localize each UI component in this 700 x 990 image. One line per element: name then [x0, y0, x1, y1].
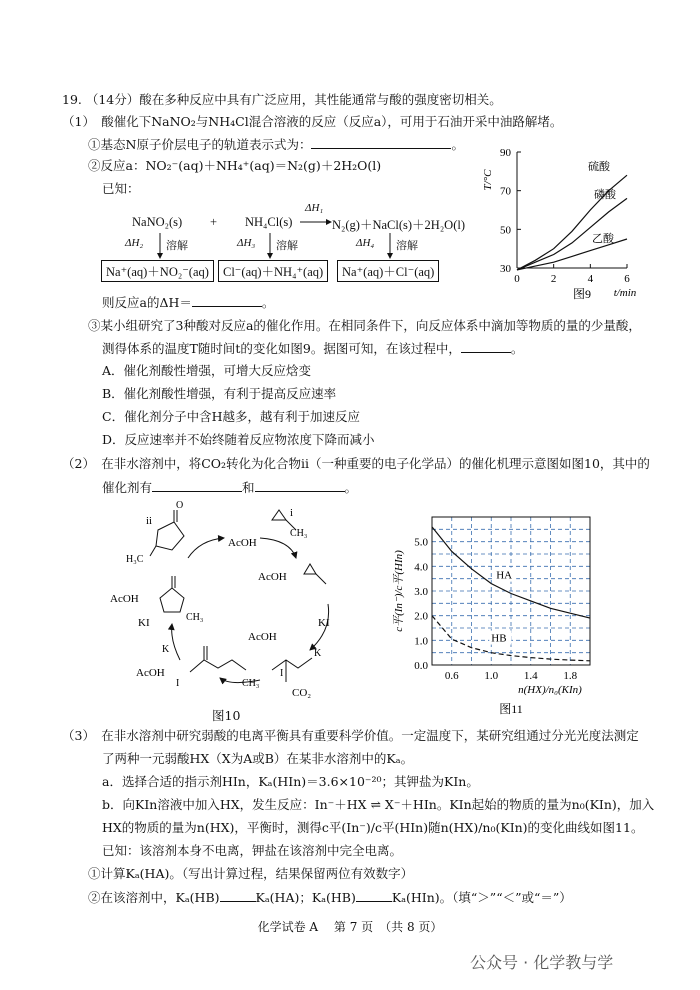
- known-label: 已知：: [102, 181, 140, 196]
- fig9-xlabel: t/min: [613, 287, 637, 299]
- fig11-xtick-label: 1.0: [484, 670, 499, 682]
- part1-dh: [102, 294, 274, 311]
- answer-blank-choice[interactable]: [461, 340, 511, 353]
- part1-item2: ②反应a：NO₂⁻(aq)＋NH₄⁺(aq)＝N₂(g)＋2H₂O(l): [88, 158, 382, 173]
- label-i-bottom: I: [176, 678, 180, 689]
- part1-intro: （1） 酸催化下NaNO₂与NH₄Cl混合溶液的反应（反应a），可用于石油开采中油路解堵。: [62, 114, 563, 129]
- fig11-ylabel: c平(In⁻)/c平(HIn): [393, 550, 405, 632]
- label-ch3-bottom: CH₃: [242, 678, 260, 689]
- dissolve-label-2: 溶解: [276, 240, 298, 252]
- fig11-series-label: HB: [491, 632, 507, 645]
- part1-item3b: [102, 340, 523, 357]
- fig9-ytick-label: 30: [500, 263, 511, 275]
- fig11-ytick-label: 5.0: [414, 536, 428, 549]
- fig9-series-label: 硫酸: [588, 161, 610, 173]
- label-acoh-lower: AcOH: [248, 631, 277, 643]
- option-d[interactable]: D．反应速率并不始终随着反应物浓度下降而减小: [102, 432, 375, 447]
- answer-blank-compare-2[interactable]: [356, 889, 392, 902]
- fig11-xtick-label: 0.6: [444, 670, 459, 682]
- fig11-xlabel: n(HX)/n₀(KIn): [518, 684, 582, 696]
- part3-item-a: a．选择合适的指示剂HIn，Kₐ(HIn)＝3.6×10⁻²⁰；其钾盐为KIn。: [102, 774, 479, 789]
- option-a[interactable]: A．催化剂酸性增强，可增大反应焓变: [102, 363, 312, 378]
- fig9-ytick-label: 90: [500, 147, 511, 159]
- part3-line2: 了两种一元弱酸HX（X为A或B）在某非水溶剂中的Kₐ。: [102, 751, 414, 766]
- part3-known: 已知：该溶剂本身不电离，钾盐在该溶剂中完全电离。: [102, 843, 403, 858]
- fig9-caption: 图9: [572, 287, 592, 301]
- compound-ii-ring: [156, 522, 184, 550]
- dh3-label: ΔH₃: [237, 237, 256, 249]
- part2-text-2: 和: [242, 480, 255, 495]
- option-c[interactable]: C．催化剂分子中含H越多，越有利于加速反应: [102, 409, 360, 424]
- part2-intro: （2） 在非水溶剂中，将CO₂转化为化合物ii（一种重要的电子化学品）的催化机理示意图如图10，其中的: [62, 456, 650, 471]
- figure-11-chart: [390, 505, 610, 720]
- part1-dh-text: 则反应a的ΔH＝: [102, 295, 192, 310]
- label-ki-left: KI: [138, 617, 150, 629]
- plus-sign: +: [210, 215, 218, 229]
- fig11-caption: 图11: [499, 702, 523, 716]
- answer-blank-catalyst-2[interactable]: [255, 479, 345, 492]
- part1-item1-text: ①基态N原子价层电子的轨道表示式为：: [88, 137, 312, 152]
- period: 。: [510, 341, 524, 356]
- figure-10-mechanism: [100, 500, 370, 705]
- fig9-ytick-label: 70: [500, 185, 511, 198]
- dissolve-label-3: 溶解: [396, 240, 418, 252]
- figure-9-chart: [475, 140, 645, 310]
- answer-blank-catalyst-1[interactable]: [152, 479, 242, 492]
- box-cl-nh4: Cl⁻(aq)＋NH₄⁺(aq): [218, 260, 328, 282]
- question-header: 19. （14分）酸在多种反应中具有广泛应用，其性能通常与酸的强度密切相关。: [62, 92, 502, 107]
- part3-q2-text-1: ②在该溶剂中，Kₐ(HB): [88, 890, 220, 905]
- fig11-ytick-label: 4.0: [414, 561, 428, 574]
- box-na-no2: Na⁺(aq)＋NO₂⁻(aq): [101, 260, 214, 282]
- label-acoh-right: AcOH: [258, 571, 287, 583]
- part3-q2: [88, 889, 572, 906]
- dh2-label: ΔH₂: [125, 237, 144, 249]
- dissolve-label-1: 溶解: [166, 240, 188, 252]
- fig9-xtick-label: 6: [624, 273, 630, 285]
- page-footer: 化学试卷 A 第 7 页 （共 8 页）: [257, 920, 443, 934]
- fig9-xtick-label: 4: [587, 273, 594, 285]
- watermark: 公众号 · 化学教与学: [470, 953, 614, 972]
- label-o: O: [176, 500, 184, 511]
- nh4cl-label: NH₄Cl(s): [245, 215, 293, 229]
- fig9-ytick-label: 50: [500, 224, 511, 237]
- fig9-xtick-label: 2: [550, 273, 557, 285]
- compound-i-ring: [272, 510, 286, 520]
- label-ch3: CH₃: [290, 528, 308, 539]
- period: 。: [261, 295, 275, 310]
- part3-q1: ①计算Kₐ(HA)。（写出计算过程，结果保留两位有效数字）: [88, 866, 414, 881]
- part2-blanks: [102, 479, 357, 496]
- fig11-ytick-label: 3.0: [414, 586, 428, 598]
- fig11-ytick-label: 2.0: [414, 610, 428, 623]
- fig9-series-label: 乙酸: [592, 233, 614, 245]
- label-ch3-left: CH₃: [186, 612, 204, 623]
- label-ii: ii: [146, 515, 153, 527]
- label-i: i: [290, 507, 294, 519]
- fig11-series-label: HA: [496, 569, 513, 582]
- box-na-cl: Na⁺(aq)＋Cl⁻(aq): [337, 260, 439, 282]
- part3-q2-text-2: Kₐ(HA)；Kₐ(HB): [255, 890, 356, 905]
- fig11-xtick-label: 1.8: [563, 670, 578, 682]
- label-ki-right: KI: [318, 617, 330, 629]
- fig11-xtick-label: 1.4: [523, 670, 538, 682]
- fig11-ytick-label: 1.0: [414, 635, 428, 648]
- label-acoh-bottom: AcOH: [136, 667, 165, 679]
- fig9-ylabel: T/°C: [482, 169, 494, 191]
- part3-item-b1: b．向KIn溶液中加入HX，发生反应：In⁻＋HX ⇌ X⁻＋HIn。KIn起始的物质的量为n₀(KIn)，加入: [102, 797, 655, 812]
- part1-item3a: ③某小组研究了3种酸对反应a的催化作用。在相同条件下，向反应体系中滴加等物质的量的少量酸，: [88, 318, 641, 333]
- part3-item-b2: HX的物质的量为n(HX)，平衡时，测得c平(In⁻)/c平(HIn)随n(HX)/n₀(KIn)的变化曲线如图11。: [102, 820, 644, 835]
- part2-text-1: 催化剂有: [102, 480, 153, 495]
- part1-item3b-text: 测得体系的温度T随时间t的变化如图9。据图可知，在该过程中，: [102, 341, 461, 356]
- fig9-series-label: 磷酸: [594, 189, 616, 201]
- fig11-ytick-label: 0.0: [414, 660, 428, 672]
- label-co2: CO₂: [292, 687, 312, 699]
- label-i-right: I: [280, 668, 284, 679]
- products-label: N₂(g)＋NaCl(s)＋2H₂O(l): [332, 218, 465, 232]
- label-acoh-left: AcOH: [110, 593, 139, 605]
- part3-q2-text-3: Kₐ(HIn)。（填“＞”“＜”或“＝”）: [391, 890, 572, 905]
- label-h3c: H₃C: [126, 554, 144, 565]
- label-k-right: K: [314, 648, 322, 659]
- nano2-label: NaNO₂(s): [132, 215, 183, 229]
- label-k-left: K: [162, 644, 170, 655]
- option-b[interactable]: B．催化剂酸性增强，有利于提高反应速率: [102, 386, 337, 401]
- answer-blank-compare-1[interactable]: [220, 889, 256, 902]
- answer-blank-dh[interactable]: [192, 294, 262, 307]
- dh4-label: ΔH₄: [356, 237, 375, 249]
- figure-10-caption: 图10: [212, 708, 241, 723]
- fig9-xtick-label: 0: [514, 273, 520, 285]
- part2-text-3: 。: [344, 480, 358, 495]
- label-acoh-top: AcOH: [228, 537, 257, 549]
- dh1-label: ΔH₁: [305, 202, 324, 214]
- period: 。: [451, 137, 464, 152]
- part3-intro: （3） 在非水溶剂中研究弱酸的电离平衡具有重要科学价值。一定温度下，某研究组通过分光光度法测定: [62, 728, 639, 743]
